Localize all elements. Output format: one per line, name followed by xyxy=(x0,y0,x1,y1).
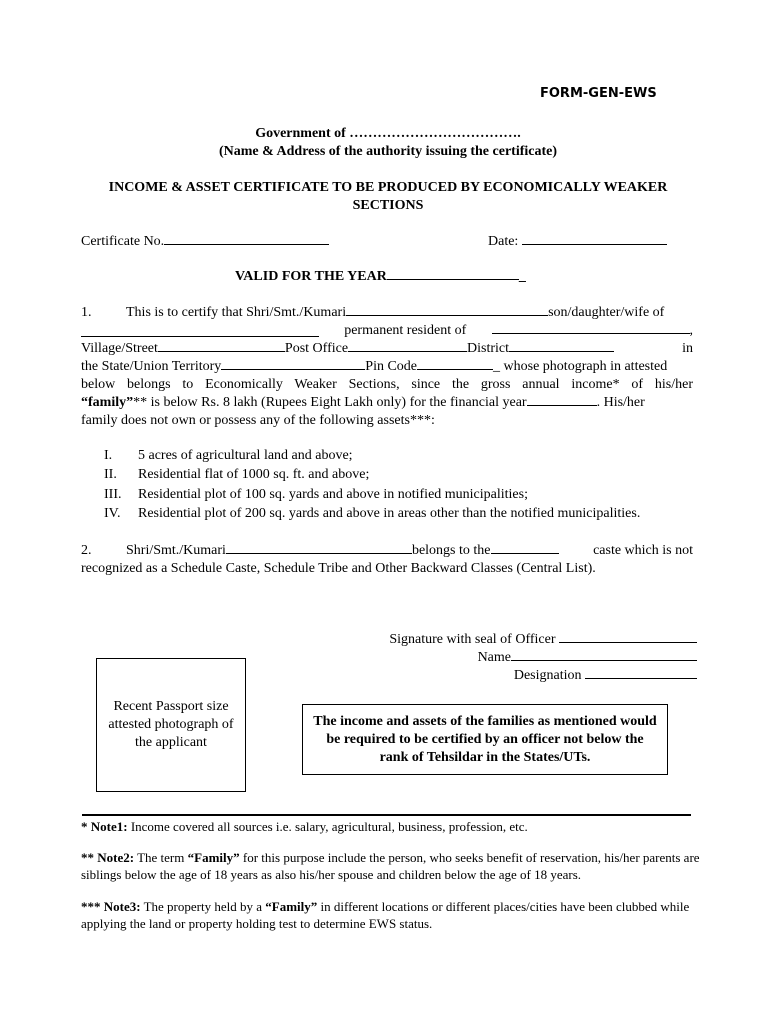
certificate-no-label: Certificate No. xyxy=(81,234,165,249)
para1-line5: below belongs to Economically Weaker Sections, since the gross annual income* of his/her xyxy=(81,377,693,392)
certify-text: This is to certify that Shri/Smt./Kumari xyxy=(126,305,347,320)
note1 xyxy=(81,818,701,835)
note2-family: “Family” xyxy=(187,850,240,865)
income-limit-text: ** is below Rs. 8 lakh (Rupees Eight Lakh only) for the financial year xyxy=(133,395,527,410)
photo-box-text: Recent Passport size attested photograph of the applicant xyxy=(108,699,234,750)
asset-text: 5 acres of agricultural land and above; xyxy=(138,448,353,463)
designation-row xyxy=(300,667,697,685)
government-of-line: Government of ………………………………. xyxy=(255,126,521,141)
pin-code-label: Pin Code xyxy=(365,359,418,374)
note2-text: for this purpose include the person, who seeks benefit of reservation, his/her parents are siblings below the age of 18 years as also his/her spouse and children below the age of 18 years. xyxy=(81,850,700,882)
family-bold: “family” xyxy=(81,395,134,410)
caste-field[interactable] xyxy=(491,542,559,554)
asset-number: II. xyxy=(104,467,117,482)
asset-number: III. xyxy=(104,487,122,502)
name-label: Name xyxy=(477,650,511,665)
note3-pre: The property held by a xyxy=(140,899,266,914)
note3-label: *** Note3: xyxy=(81,899,141,914)
signature-label: Signature with seal of Officer xyxy=(389,632,556,647)
son-daughter-wife-label: son/daughter/wife of xyxy=(548,305,665,320)
asset-item xyxy=(104,505,640,523)
caste-text: caste which is not xyxy=(593,543,693,558)
valid-for-year-row xyxy=(235,268,526,286)
certificate-title-line2: SECTIONS xyxy=(352,198,424,213)
applicant-name-field[interactable] xyxy=(346,304,548,316)
asset-number: I. xyxy=(104,448,113,463)
valid-for-year-label: VALID FOR THE YEAR xyxy=(235,269,387,284)
district-field[interactable] xyxy=(509,340,614,352)
officer-note-box xyxy=(302,704,668,775)
state-ut-field[interactable] xyxy=(221,358,365,370)
certificate-no-field[interactable] xyxy=(164,233,329,245)
underscore: _ xyxy=(493,359,501,374)
para1-line1 xyxy=(81,304,693,322)
note3 xyxy=(81,898,701,932)
pin-code-field[interactable] xyxy=(417,358,493,370)
para1-line2 xyxy=(81,322,693,340)
date-label: Date: xyxy=(488,234,519,249)
issuing-authority-note: (Name & Address of the authority issuing the certificate) xyxy=(218,144,558,159)
parent-spouse-name-field[interactable] xyxy=(81,325,319,337)
form-code: FORM-GEN-EWS xyxy=(540,86,657,101)
resident-of-field[interactable] xyxy=(492,322,690,334)
signature-field[interactable] xyxy=(559,631,697,643)
valid-year-field[interactable] xyxy=(387,268,519,280)
name-row xyxy=(300,649,697,667)
permanent-resident-label: permanent resident of xyxy=(344,323,467,338)
photograph-text: whose photograph in attested xyxy=(503,359,668,374)
para2-number: 2. xyxy=(81,543,92,558)
asset-item xyxy=(104,447,353,465)
certificate-title-line1: INCOME & ASSET CERTIFICATE TO BE PRODUCED BY ECONOMICALLY WEAKER xyxy=(108,180,668,195)
notes-divider xyxy=(82,814,691,816)
note1-text: Income covered all sources i.e. salary, agricultural, business, profession, etc. xyxy=(127,819,528,834)
asset-text: Residential plot of 100 sq. yards and above in notified municipalities; xyxy=(138,487,528,502)
asset-number: IV. xyxy=(104,506,121,521)
valid-year-tail: _ xyxy=(518,269,526,284)
para1-line7: family does not own or possess any of the following assets***: xyxy=(81,413,435,428)
his-her-text: . His/her xyxy=(596,395,645,410)
comma: , xyxy=(689,323,693,338)
para1-number: 1. xyxy=(81,305,92,320)
note2-label: ** Note2: xyxy=(81,850,135,865)
post-office-label: Post Office xyxy=(284,341,349,356)
date-row xyxy=(488,233,667,251)
para1-line3 xyxy=(81,340,693,358)
village-street-field[interactable] xyxy=(158,340,285,352)
note2 xyxy=(81,849,701,883)
para2-line1 xyxy=(81,542,693,560)
para2-line2: recognized as a Schedule Caste, Schedule Tribe and Other Backward Classes (Central List). xyxy=(81,561,596,576)
asset-item xyxy=(104,486,528,504)
asset-text: Residential plot of 200 sq. yards and above in areas other than the notified municipalities. xyxy=(138,506,641,521)
state-ut-label: the State/Union Territory xyxy=(81,359,222,374)
note1-label: * Note1: xyxy=(81,819,128,834)
certificate-no-row xyxy=(81,233,329,251)
designation-label: Designation xyxy=(513,668,582,683)
note3-family: “Family” xyxy=(265,899,318,914)
signature-row xyxy=(300,631,697,649)
belongs-to-label: belongs to the xyxy=(411,543,491,558)
financial-year-field[interactable] xyxy=(527,394,597,406)
district-label: District xyxy=(467,341,510,356)
date-field[interactable] xyxy=(522,233,667,245)
village-street-label: Village/Street xyxy=(81,341,158,356)
asset-item xyxy=(104,466,369,484)
post-office-field[interactable] xyxy=(348,340,467,352)
note3-text: in different locations or different places/cities have been clubbed while applying the land or property holding test to determine EWS status. xyxy=(81,899,690,931)
designation-field[interactable] xyxy=(585,667,697,679)
note2-pre: The term xyxy=(134,850,188,865)
officer-name-field[interactable] xyxy=(511,649,697,661)
photo-box xyxy=(96,658,246,792)
para1-line6 xyxy=(81,394,693,412)
in-label: in xyxy=(682,341,693,356)
officer-note-text: The income and assets of the families as mentioned would be required to be certified by an officer not below the rank of Tehsildar in the States/UTs. xyxy=(313,713,657,765)
para2-name-field[interactable] xyxy=(226,542,412,554)
para1-line4 xyxy=(81,358,693,376)
asset-text: Residential flat of 1000 sq. ft. and above; xyxy=(138,467,370,482)
para2-shri-label: Shri/Smt./Kumari xyxy=(126,543,226,558)
